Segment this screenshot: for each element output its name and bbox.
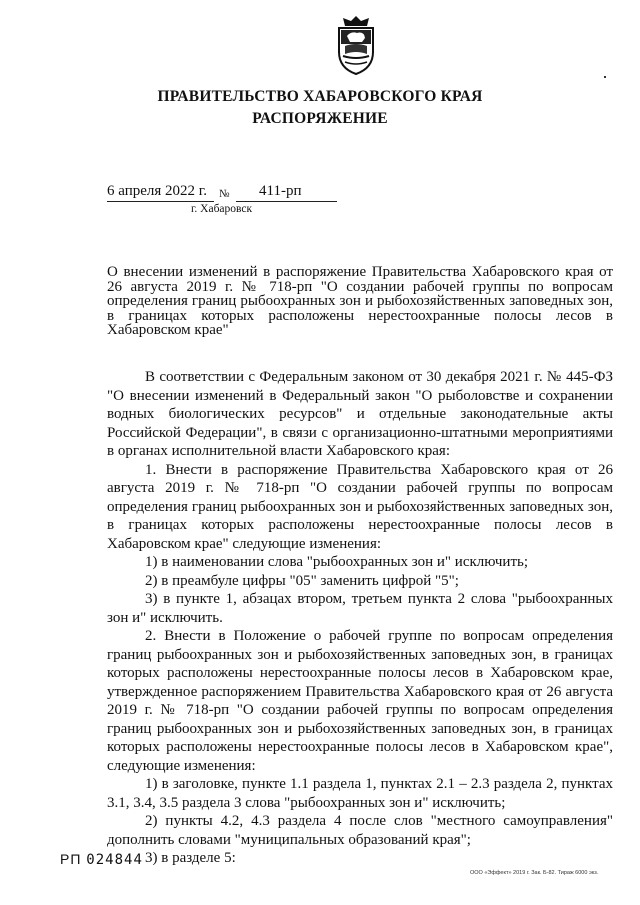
body-paragraph: 1. Внести в распоряжение Правительства Хабаровского края от 26 августа 2019 г. № 718-рп "О создании рабочей группы по вопросам определения границ рыбоохранных зон и рыбохозяйственных заповедных зон, в границах которых расположены нерестоохранные полосы лесов в Хабаровском крае" следующие изменения: [107,461,613,552]
body-paragraph: 1) в заголовке, пункте 1.1 раздела 1, пунктах 2.1 – 2.3 раздела 2, пунктах 3.1, 3.4, 3.5 раздела 3 слова "рыбоохранных зон и" исключить; [107,776,613,811]
date-underline [107,201,214,202]
city-label: г. Хабаровск [191,203,253,215]
scan-speck [604,76,606,78]
number-sign: № [219,188,230,200]
printer-imprint: ООО «Эффект» 2019 г. Зак. Б-82. Тираж 6000 экз. [470,870,599,876]
document-body [107,368,613,868]
coat-of-arms-emblem [331,14,381,76]
body-paragraph: 2. Внести в Положение о рабочей группе по вопросам определения границ рыбоохранных зон и рыбохозяйственных заповедных зон, в границах которых расположены нерестоохранные полосы лесов в Хабаровском крае, утвержденное распоряжением Правительства Хабаровского края от 26 августа 2019 г. № 718-рп "О создании рабочей группы по вопросам определения границ рыбоохранных зон и рыбохозяйственных заповедных зон, в границах которых расположены нерестоохранные полосы лесов в Хабаровском крае", следующие изменения: [107,628,613,774]
form-series: РП [60,851,82,867]
body-paragraph: В соответствии с Федеральным законом от 30 декабря 2021 г. № 445-ФЗ "О внесении изменений в Федеральный закон "О рыболовстве и сохранении водных биологических ресурсов" и отдельные законодательные акты Российской Федерации", в связи с организационно-штатными мероприятиями в органах исполнительной власти Хабаровского края: [107,369,613,459]
form-serial [60,851,143,868]
number-underline [236,201,337,202]
body-paragraph: 2) пункты 4.2, 4.3 раздела 4 после слов "местного самоуправления" дополнить словами "муниципальных образований края"; [107,813,613,848]
org-heading: ПРАВИТЕЛЬСТВО ХАБАРОВСКОГО КРАЯ [157,88,483,105]
body-paragraph: 1) в наименовании слова "рыбоохранных зон и" исключить; [145,554,529,570]
document-number: 411-рп [259,183,302,199]
body-paragraph: 3) в пункте 1, абзацах втором, третьем пункта 2 слова "рыбоохранных зон и" исключить. [107,591,613,626]
body-paragraph: 2) в преамбуле цифры "05" заменить цифрой "5"; [145,572,459,589]
document-date: 6 апреля 2022 г. [107,183,207,199]
document-type-heading: РАСПОРЯЖЕНИЕ [252,110,388,127]
form-serial-number: 024844 [86,852,143,868]
document-title: О внесении изменений в распоряжение Правительства Хабаровского края от 26 августа 2019 г. № 718-рп "О создании рабочей группы по вопросам определения границ рыбоохранных зон и рыбохозяйственных заповедных зон, в границах которых расположены нерестоохранные полосы лесов в Хабаровском крае" [107,264,613,338]
body-paragraph: 3) в разделе 5: [145,850,236,866]
